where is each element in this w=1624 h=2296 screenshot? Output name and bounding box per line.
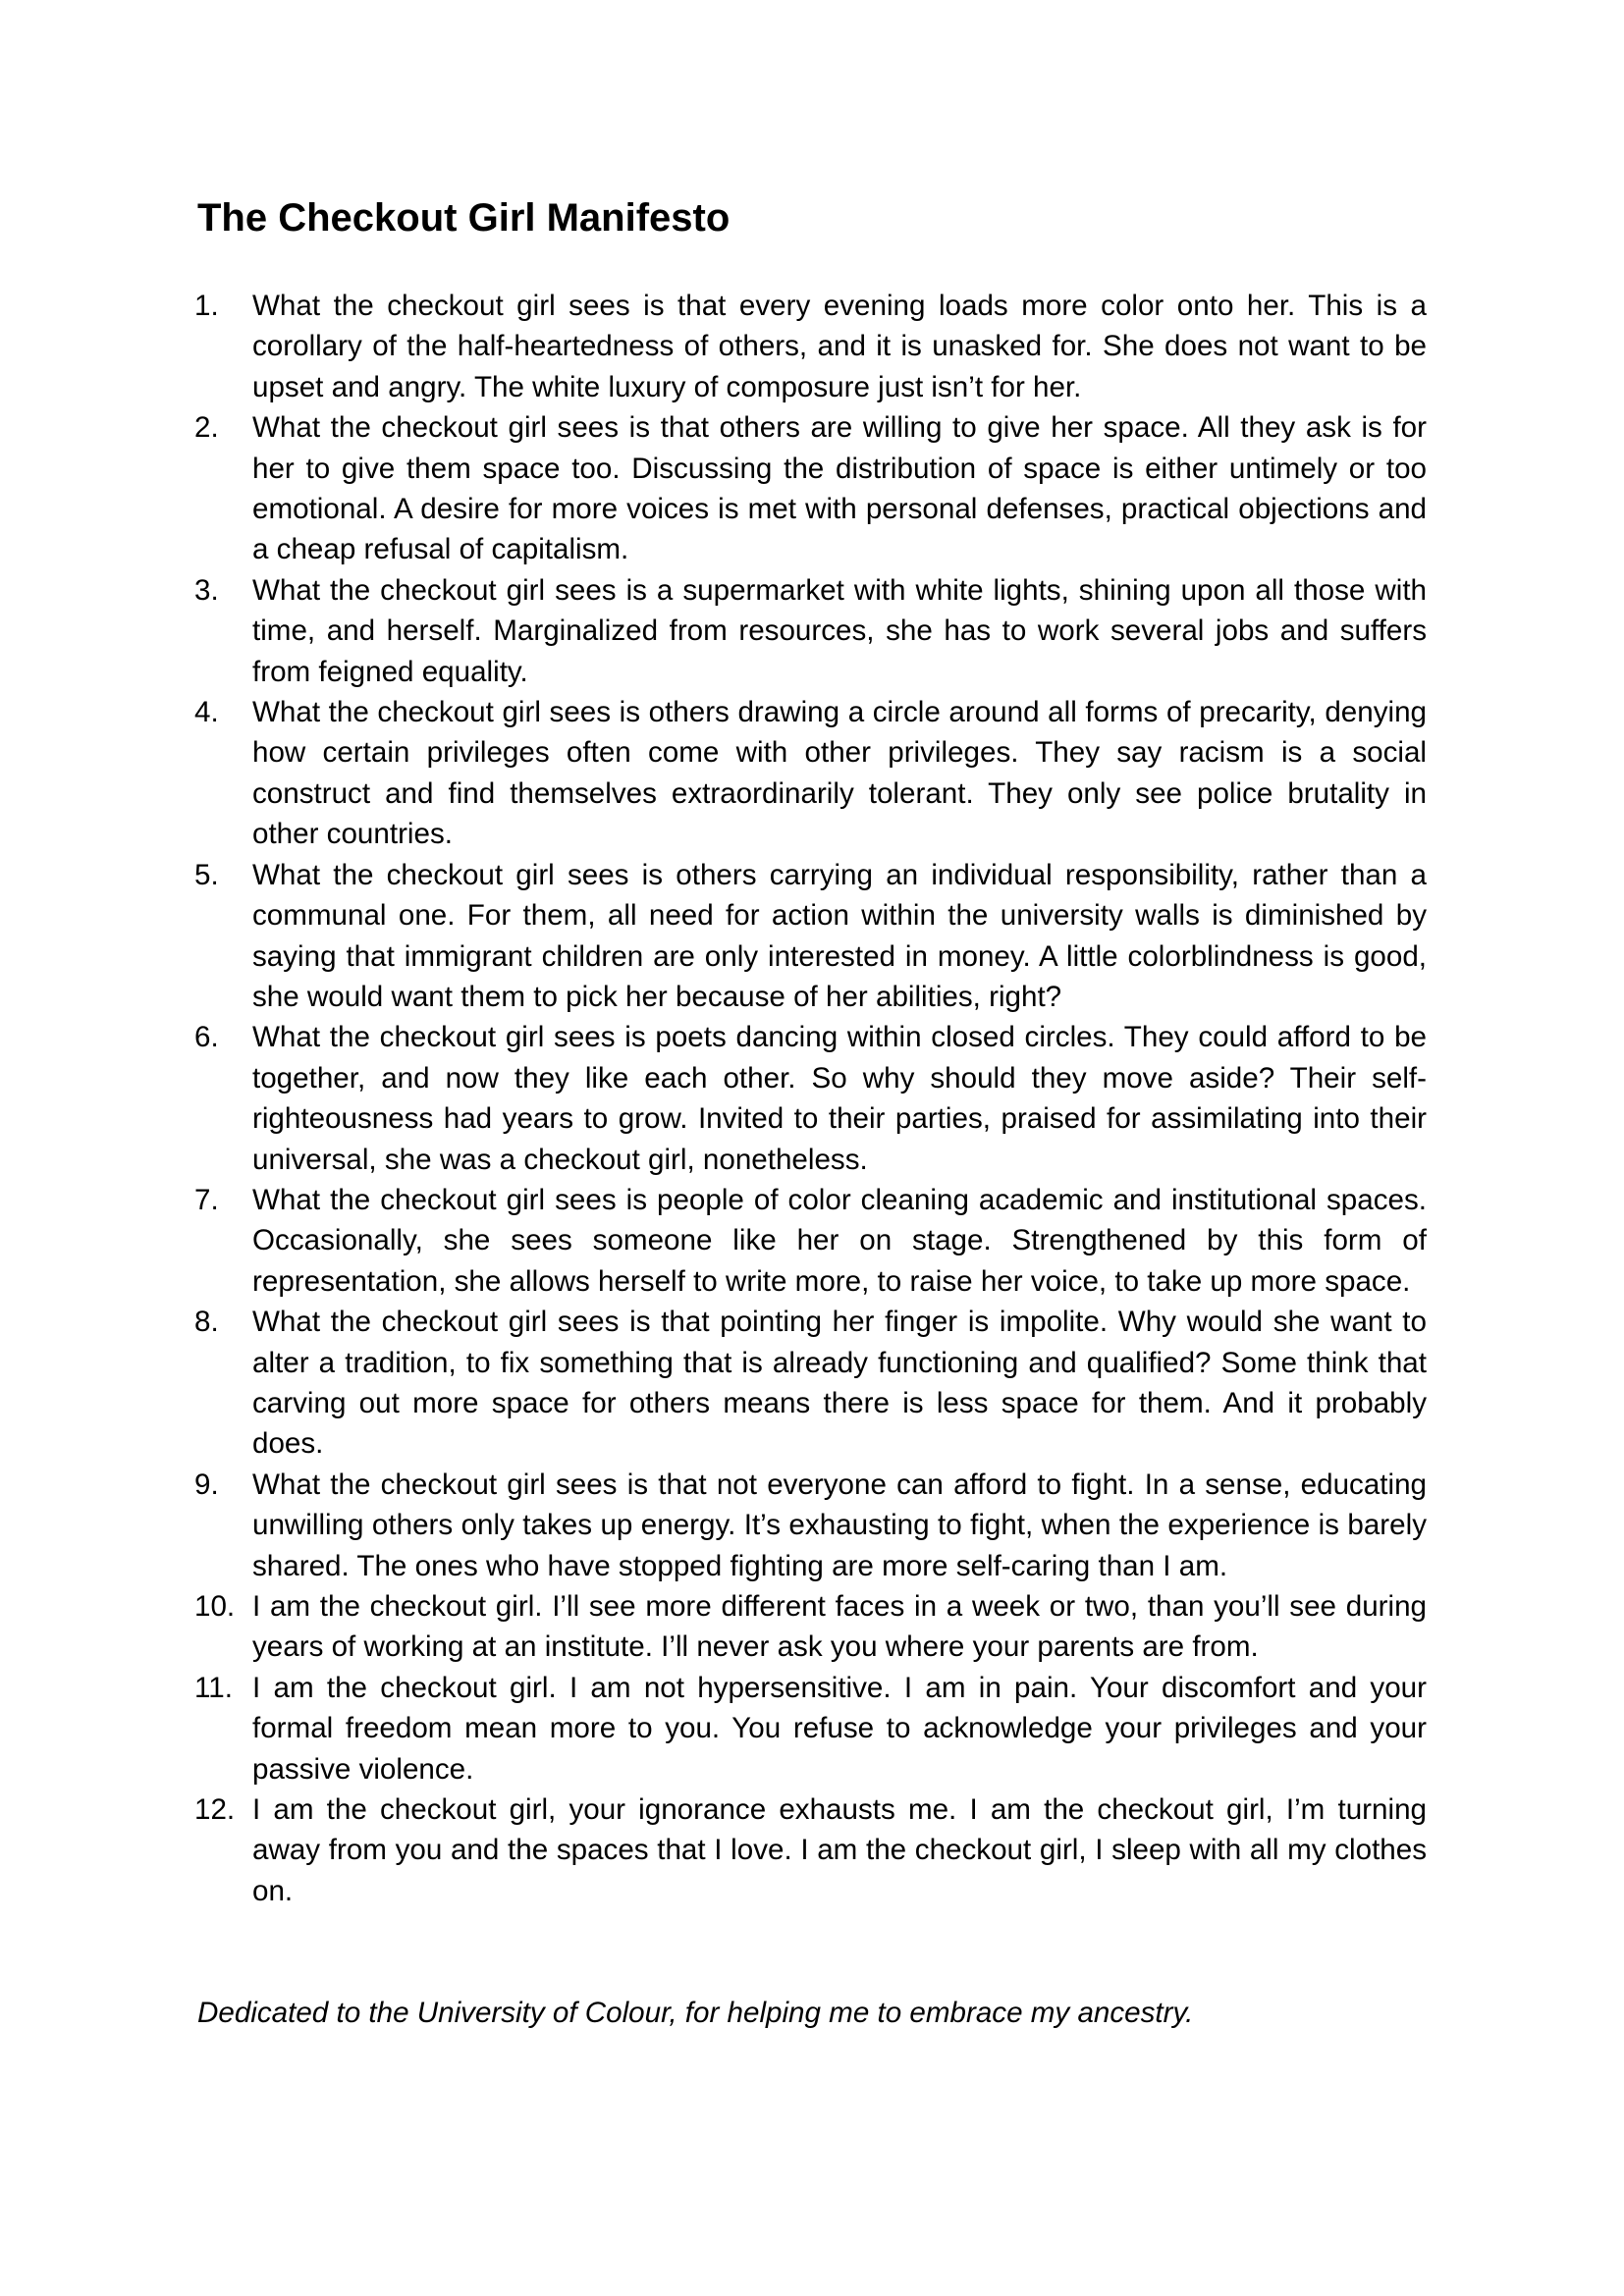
item-text: What the checkout girl sees is that not everyone can afford to fight. In a sense, educating unwilling others only takes up energy. It’s exhausting to fight, when the experience is barely shared. The ones who have stopped fighting are more self-caring than I am. <box>252 1468 1427 1582</box>
manifesto-item <box>194 855 1427 1018</box>
item-text: What the checkout girl sees is that others are willing to give her space. All they ask is for her to give them space too. Discussing the distribution of space is either untimely or too emotional. A desire for more voices is met with personal defenses, practical objections and a cheap refusal of capitalism. <box>252 411 1427 566</box>
document-title: The Checkout Girl Manifesto <box>197 196 731 240</box>
item-number: 12. <box>194 1793 236 1827</box>
item-number: 11. <box>194 1671 233 1704</box>
item-number: 4. <box>194 696 219 729</box>
manifesto-item <box>194 1789 1427 1911</box>
item-number: 2. <box>194 411 219 445</box>
manifesto-item <box>194 570 1427 692</box>
manifesto-list <box>194 286 1427 1911</box>
manifesto-item <box>194 1017 1427 1180</box>
item-number: 6. <box>194 1021 219 1054</box>
dedication: Dedicated to the University of Colour, for helping me to embrace my ancestry. <box>197 1997 1194 2029</box>
manifesto-item <box>194 1668 1427 1789</box>
item-text: What the checkout girl sees is others carrying an individual responsibility, rather than a communal one. For them, all need for action within the university walls is diminished by saying that immigrant children are only interested in money. A little colorblindness is good, she would want them to pick her because of her abilities, right? <box>252 858 1427 1013</box>
item-text: What the checkout girl sees is that every evening loads more color onto her. This is a corollary of the half-heartedness of others, and it is unasked for. She does not want to be upset and angry. The white luxury of composure just isn’t for her. <box>252 290 1427 403</box>
item-text: What the checkout girl sees is others drawing a circle around all forms of precarity, denying how certain privileges often come with other privileges. They say racism is a social construct and find themselves extraordinarily tolerant. They only see police brutality in other countries. <box>252 696 1427 851</box>
item-text: I am the checkout girl. I am not hypersensitive. I am in pain. Your discomfort and your formal freedom mean more to you. You refuse to acknowledge your privileges and your passive violence. <box>252 1671 1427 1786</box>
manifesto-item <box>194 1586 1427 1668</box>
manifesto-item <box>194 1302 1427 1465</box>
manifesto-item <box>194 286 1427 407</box>
manifesto-item <box>194 407 1427 570</box>
manifesto-item <box>194 1465 1427 1586</box>
item-number: 10. <box>194 1590 236 1623</box>
item-text: What the checkout girl sees is a supermarket with white lights, shining upon all those with time, and herself. Marginalized from resources, she has to work several jobs and suffers from feigned equality. <box>252 573 1427 688</box>
item-number: 1. <box>194 290 219 322</box>
manifesto-item <box>194 1180 1427 1302</box>
item-text: I am the checkout girl. I’ll see more different faces in a week or two, than you’ll see during years of working at an institute. I’ll never ask you where your parents are from. <box>252 1590 1427 1664</box>
item-number: 8. <box>194 1306 219 1339</box>
item-text: What the checkout girl sees is people of color cleaning academic and institutional spaces. Occasionally, she sees someone like her on stage. Strengthened by this form of representation, she allows herself to write more, to raise her voice, to take up more space. <box>252 1183 1427 1298</box>
item-text: What the checkout girl sees is poets dancing within closed circles. They could afford to be together, and now they like each other. So why should they move aside? Their self-righteousness had years to grow. Invited to their parties, praised for assimilating into their universal, she was a checkout girl, nonetheless. <box>252 1021 1427 1176</box>
item-number: 9. <box>194 1468 219 1501</box>
item-text: I am the checkout girl, your ignorance exhausts me. I am the checkout girl, I’m turning away from you and the spaces that I love. I am the checkout girl, I sleep with all my clothes on. <box>252 1793 1427 1907</box>
item-text: What the checkout girl sees is that pointing her finger is impolite. Why would she want to alter a tradition, to fix something that is already functioning and qualified? Some think that carving out more space for others means there is less space for them. And it probably does. <box>252 1306 1427 1461</box>
item-number: 3. <box>194 573 219 607</box>
item-number: 7. <box>194 1183 219 1216</box>
manifesto-item <box>194 692 1427 855</box>
item-number: 5. <box>194 858 219 891</box>
